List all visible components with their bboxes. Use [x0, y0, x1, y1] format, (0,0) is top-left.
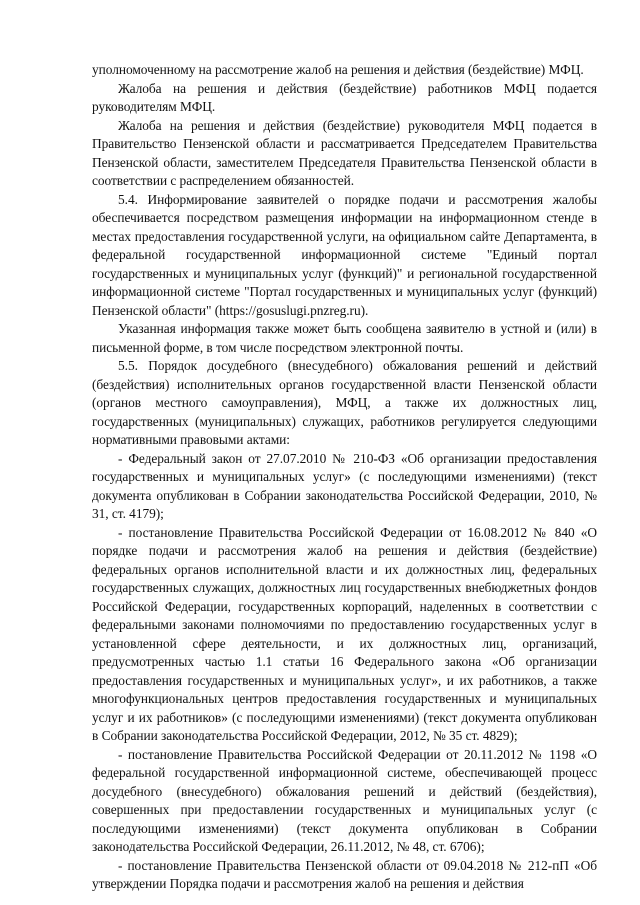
- paragraph-complaint-head: Жалоба на решения и действия (бездействие) руководителя МФЦ подается в Правительство Пензенской области и рассматривается Председателем Правительства Пензенской области, заместителем Председателя Правительства Пензенской области в соответствии с распределением обязанностей.: [92, 117, 597, 188]
- paragraph-complaint-workers: Жалоба на решения и действия (бездействие) работников МФЦ подается руководителям МФЦ.: [92, 80, 597, 114]
- list-item-resolution-1198: - постановление Правительства Российской Федерации от 20.11.2012 № 1198 «О федеральной государственной информационной системе, обеспечивающей процесс досудебного (внесудебного) обжалования решений и действий (бездействия), совершенных при предоставлении государственных и муниципальных услуг (с последующими изменениями) (текст документа опубликован в Собрании законодательства Российской Федерации, 26.11.2012, № 48, ст. 6706);: [92, 746, 597, 854]
- paragraph-continuation: уполномоченному на рассмотрение жалоб на решения и действия (бездействие) МФЦ.: [92, 62, 584, 77]
- document-page: [92, 61, 597, 894]
- list-item-resolution-840: - постановление Правительства Российской Федерации от 16.08.2012 № 840 «О порядке подачи и рассмотрения жалоб на решения и действия (бездействие) федеральных органов исполнительной власти и их должностных лиц, федеральных государственных служащих, должностных лиц государственных внебюджетных фондов Российской Федерации, государственных корпораций, наделенных в соответствии с федеральными законами полномочиями по предоставлению государственных услуг в установленной сфере деятельности, и их должностных лиц, организаций, предусмотренных частью 1.1 статьи 16 Федерального закона «Об организации предоставления государственных и муниципальных услуг», и их работников, а также многофункциональных центров предоставления государственных и муниципальных услуг и их работников» (с последующими изменениями) (текст документа опубликован в Собрании законодательства Российской Федерации, 2012, № 35 ст. 4829);: [92, 524, 597, 743]
- list-item-federal-law: - Федеральный закон от 27.07.2010 № 210-ФЗ «Об организации предоставления государственных и муниципальных услуг» (с последующими изменениями) (текст документа опубликован в Собрании законодательства Российской Федерации, 2010, № 31, ст. 4179);: [92, 450, 597, 521]
- paragraph-5-5: 5.5. Порядок досудебного (внесудебного) обжалования решений и действий (бездействия) исполнительных органов государственной власти Пензенской области (органов местного самоуправления), МФЦ, а также их должностных лиц, государственных (муниципальных) служащих, работников регулируется следующими нормативными правовыми актами:: [92, 358, 597, 447]
- paragraph-info-oral: Указанная информация также может быть сообщена заявителю в устной и (или) в письменной форме, в том числе посредством электронной почты.: [92, 321, 597, 355]
- paragraph-5-4: 5.4. Информирование заявителей о порядке подачи и рассмотрения жалобы обеспечивается посредством размещения информации на информационном стенде в местах предоставления государственной услуги, на официальном сайте Департамента, в федеральной государственной информационной системе "Единый портал государственных и муниципальных услуг (функций)" и региональной государственной информационной системе "Портал государственных и муниципальных услуг (функций) Пензенской области" (https://gosuslugi.pnzreg.ru).: [92, 191, 597, 318]
- list-item-resolution-212: - постановление Правительства Пензенской области от 09.04.2018 № 212-пП «Об утверждении Порядка подачи и рассмотрения жалоб на решения и действия: [92, 857, 597, 891]
